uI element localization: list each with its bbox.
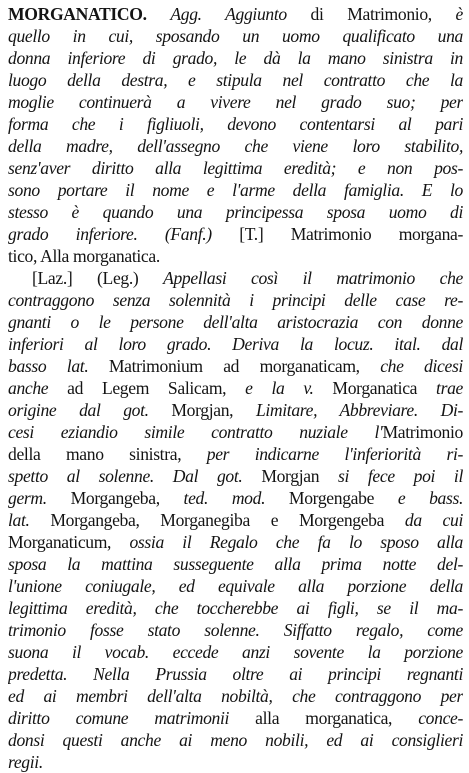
italic-text: Agg. Aggiunto [170,4,287,24]
roman-text: Matrimonium ad morganaticam, [88,356,381,376]
text-line [8,333,463,355]
text-line [8,179,463,201]
text-line [8,729,463,751]
italic-text: legittima eredità, che toccherebbe ai figli, se il ma- [8,598,463,618]
italic-text: donsi questi anche ai meno nobili, ed ai consiglieri [8,730,463,750]
italic-text: gnanti o le persone dell'alta aristocrazia con donne [8,312,463,332]
italic-text: luogo della destra, e stipula nel contratto che la [8,70,463,90]
italic-text: germ. [8,488,47,508]
italic-text: spetto al solenne. Dal got. [8,466,243,486]
text-line [8,47,463,69]
text-line [8,641,463,663]
text-line [8,355,463,377]
text-line [8,487,463,509]
text-line [8,113,463,135]
italic-text: senz'aver diritto alla legittima eredità; e non pos- [8,158,463,178]
italic-text: lat. [8,510,30,530]
italic-text: per indicarne l'inferiorità ri- [206,444,463,464]
italic-text: quello in cui, sposando un uomo qualificato una [8,26,463,46]
italic-text: che dicesi [380,356,463,376]
italic-text: si fece poi il [338,466,463,486]
italic-text: e la v. [245,378,314,398]
roman-text: tico, Alla morganatica. [8,246,160,266]
dictionary-entry-morganatico [8,3,463,773]
italic-text: moglie continuerà a vivere nel grado suo; per [8,92,463,112]
italic-text: diritto comune matrimonii [8,708,230,728]
roman-text [147,4,171,24]
roman-text: [Laz.] (Leg.) [32,268,164,288]
text-line [8,531,463,553]
text-line [8,91,463,113]
text-line [8,751,463,773]
italic-text: sono portare il nome e l'arme della famiglia. E lo [8,180,463,200]
roman-text: Morgangeba, [46,488,184,508]
roman-text: Morgangeba, Morganegiba e Morgengeba [29,510,405,530]
roman-text: Morgjan, [148,400,256,420]
text-line [8,267,463,289]
italic-text: Limitare, Abbreviare. Di- [255,400,463,420]
text-line [8,619,463,641]
italic-text: sposa la mattina susseguente alla prima notte del- [8,554,463,574]
italic-text: trae [436,378,463,398]
italic-text: grado inferiore. (Fanf.) [8,224,212,244]
italic-text: e bass. [397,488,463,508]
italic-text: della madre, dell'assegno che viene loro stabilito, [8,136,463,156]
headword: MORGANATICO. [8,4,147,24]
text-line [8,685,463,707]
text-line [8,553,463,575]
text-line [8,421,463,443]
text-line [8,3,463,25]
text-line [8,575,463,597]
italic-text: Appellasi così il matrimonio che [163,268,463,288]
text-line [8,597,463,619]
text-line [8,289,463,311]
italic-text: anche [8,378,49,398]
italic-text: inferiori al loro grado. Deriva la locuz. ital. dal [8,334,463,354]
text-line [8,399,463,421]
roman-text: di Matrimonio, [286,4,456,24]
text-line [8,465,463,487]
italic-text: predetta. Nella Prussia oltre ai principi regnanti [8,664,463,684]
text-line [8,377,463,399]
italic-text: è [455,4,463,24]
text-line [8,69,463,91]
italic-text: ted. mod. [183,488,266,508]
roman-text: ad Legem Salicam, [48,378,246,398]
text-line [8,135,463,157]
italic-text: trimonio fosse stato solenne. Siffatto regalo, come [8,620,463,640]
text-line [8,157,463,179]
roman-text: Morgengabe [265,488,398,508]
roman-text: [T.] Matrimonio morgana- [211,224,463,244]
text-line [8,223,463,245]
italic-text: contraggono senza solennità i principi delle case re- [8,290,463,310]
text-line [8,25,463,47]
text-line [8,707,463,729]
italic-text: stesso è quando una principessa sposa uomo di [8,202,463,222]
italic-text: cesi eziandio simile contratto nuziale l' [8,422,383,442]
roman-text: Morganatica [313,378,437,398]
italic-text: ed ai membri dell'alta nobiltà, che contraggono per [8,686,463,706]
text-line [8,201,463,223]
italic-text: conce- [418,708,463,728]
text-line [8,443,463,465]
italic-text: regii. [8,752,43,772]
roman-text: della mano sinistra, [8,444,207,464]
roman-text: Morgjan [242,466,338,486]
text-line [8,663,463,685]
italic-text: da cui [404,510,463,530]
italic-text: donna inferiore di grado, le dà la mano sinistra in [8,48,463,68]
italic-text: l'unione coniugale, ed equivale alla porzione della [8,576,463,596]
italic-text: forma che i figliuoli, devono contentarsi al pari [8,114,463,134]
text-line [8,509,463,531]
roman-text: Matrimonio [382,422,463,442]
roman-text: alla morganatica, [229,708,419,728]
text-line [8,311,463,333]
roman-text: Morganaticum, [8,532,130,552]
text-line [8,245,463,267]
italic-text: origine dal got. [8,400,149,420]
italic-text: ossia il Regalo che fa lo sposo alla [129,532,463,552]
italic-text: suona il vocab. eccede anzi sovente la porzione [8,642,463,662]
italic-text: basso lat. [8,356,89,376]
